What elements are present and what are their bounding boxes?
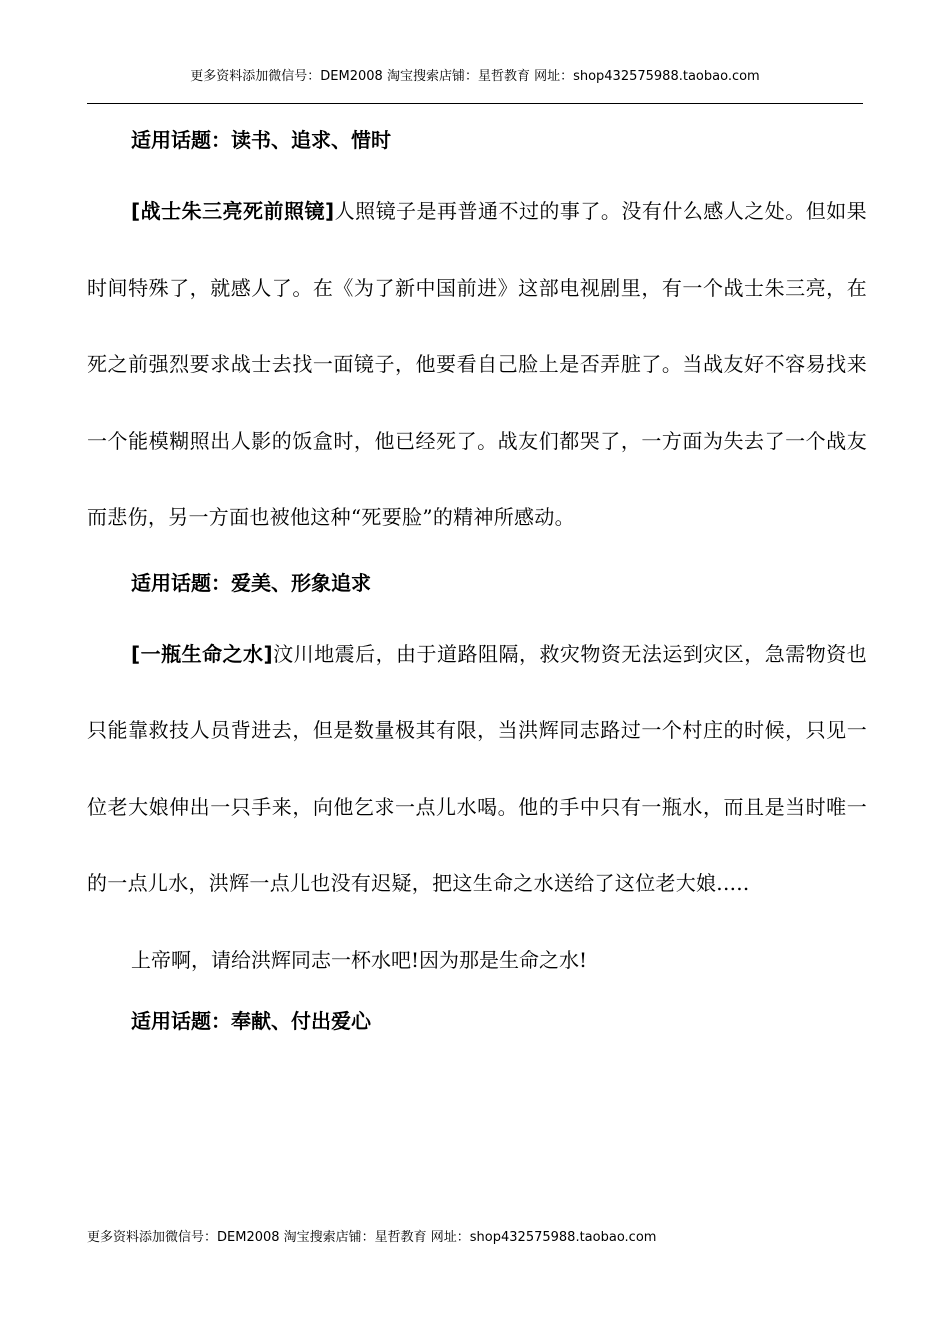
story-title-1: [战士朱三亮死前照镜] <box>131 199 335 223</box>
story-title-2: [一瓶生命之水] <box>131 641 273 666</box>
topic-heading-3: 适用话题：奉献、付出爱心 <box>131 1008 371 1033</box>
topic-heading-2: 适用话题：爱美、形象追求 <box>131 570 371 595</box>
topic-heading-1: 适用话题：读书、追求、惜时 <box>131 128 391 152</box>
page-header: 更多资料添加微信号：DEM2008 淘宝搜索店铺：星哲教育 网址：shop432575988.taobao.com <box>190 69 760 84</box>
closing-paragraph: 上帝啊，请给洪辉同志一杯水吧!因为那是生命之水! <box>131 947 588 972</box>
story-paragraph-1 <box>87 173 867 556</box>
document-body <box>87 117 867 1044</box>
story-text-2: 汶川地震后，由于道路阻隔，救灾物资无法运到灾区，急需物资也只能靠救技人员背进去，但是数量极其有限，当洪辉同志路过一个村庄的时候，只见一位老大娘伸出一只手来，向他乞求一点儿水喝。他的手中只有一瓶水，而且是当时唯一的一点儿水，洪辉一点儿也没有迟疑，把这生命之水送给了这位老大娘..... <box>87 641 867 895</box>
page-footer: 更多资料添加微信号：DEM2008 淘宝搜索店铺：星哲教育 网址：shop432575988.taobao.com <box>87 1230 657 1245</box>
header-divider <box>87 103 863 104</box>
story-text-1: 人照镜子是再普通不过的事了。没有什么感人之处。但如果时间特殊了，就感人了。在《为了新中国前进》这部电视剧里，有一个战士朱三亮，在死之前强烈要求战士去找一面镜子，他要看自己脸上是否弄脏了。当战友好不容易找来一个能模糊照出人影的饭盒时，他已经死了。战友们都哭了，一方面为失去了一个战友而悲伤，另一方面也被他这种“死要脸”的精神所感动。 <box>87 199 867 529</box>
story-paragraph-2 <box>87 616 867 922</box>
